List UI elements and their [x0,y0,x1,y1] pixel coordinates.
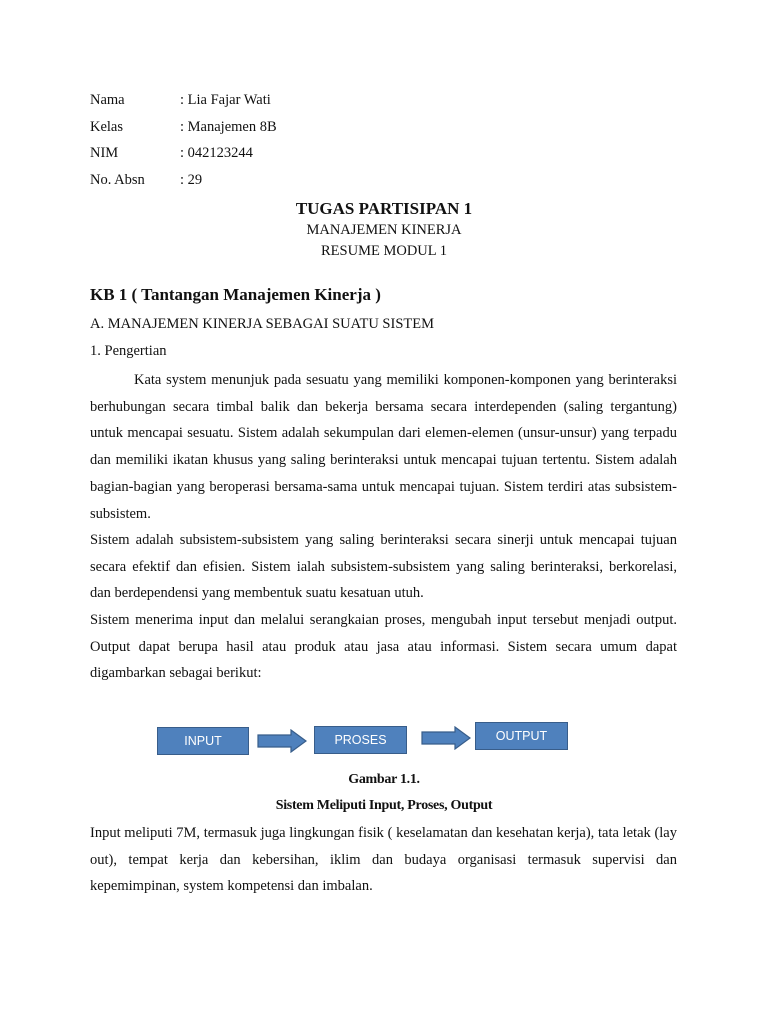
info-value: : 29 [180,171,203,188]
paragraph-3: Sistem menerima input dan melalui serangkaian proses, mengubah input tersebut menjadi output. Output dapat berupa hasil atau produk atau jasa atau informasi. Sistem secara umum dapat digambarkan sebagai berikut: [90,612,677,682]
info-key: Kelas [90,118,124,135]
info-value: : Lia Fajar Wati [180,92,271,108]
info-row-nim [90,145,277,172]
section-heading: A. MANAJEMEN KINERJA SEBAGAI SUATU SISTEM [90,316,434,332]
page-title: TUGAS PARTISIPAN 1 [295,199,473,218]
info-value: : Manajemen 8B [180,118,277,135]
right-arrow-icon [257,729,307,753]
figure-caption-title: Sistem Meliputi Input, Proses, Output [275,798,493,813]
output-box [475,722,568,750]
info-key: No. Absn [90,171,145,188]
right-arrow-icon [421,726,471,750]
info-key: Nama [90,92,125,108]
subsection-heading: 1. Pengertian [90,343,167,359]
info-row-class [90,119,277,146]
subtitle-course: MANAJEMEN KINERJA [306,222,462,238]
output-box-label: OUTPUT [495,729,548,743]
info-row-name [90,92,277,119]
paragraph-2: Sistem adalah subsistem-subsistem yang saling berinteraksi secara sinerji untuk mencapai tujuan secara efektif dan efisien. Sistem ialah subsistem-subsistem yang saling berinteraksi, berkorelasi, dan berdependensi yang membentuk suatu kesatuan utuh. [90,532,677,602]
proses-box [314,726,407,754]
paragraph-4: Input meliputi 7M, termasuk juga lingkungan fisik ( keselamatan dan kesehatan kerja), tata letak (lay out), tempat kerja dan kebersihan, iklim dan budaya organisasi termasuk supervisi dan kepemimpinan, system kompetensi dan imbalan. [90,825,677,895]
proses-box-label: PROSES [334,733,387,747]
input-box [157,727,249,755]
subtitle-module: RESUME MODUL 1 [321,243,447,259]
info-row-absn [90,172,277,199]
info-value: : 042123244 [180,145,253,161]
student-info [90,92,277,198]
input-box-label: INPUT [184,734,222,748]
document-titles [0,199,768,264]
info-key: NIM [90,145,119,161]
figure-caption-number: Gambar 1.1. [348,772,420,787]
paragraph-1: Kata system menunjuk pada sesuatu yang memiliki komponen-komponen yang berinteraksi berhubungan secara timbal balik dan bekerja bersama secara interdependen (saling tergantung) untuk mencapai sesuatu. Sistem adalah sekumpulan dari elemen-elemen (unsur-unsur) yang terpadu dan memiliki ikatan khusus yang saling berinteraksi untuk mencapai tujuan tertentu. Sistem adalah bagian-bagian yang beroperasi bersama-sama untuk mencapai tujuan. Sistem terdiri atas subsistem-subsistem. [90,372,677,522]
kb-heading: KB 1 ( Tantangan Manajemen Kinerja ) [90,285,381,304]
